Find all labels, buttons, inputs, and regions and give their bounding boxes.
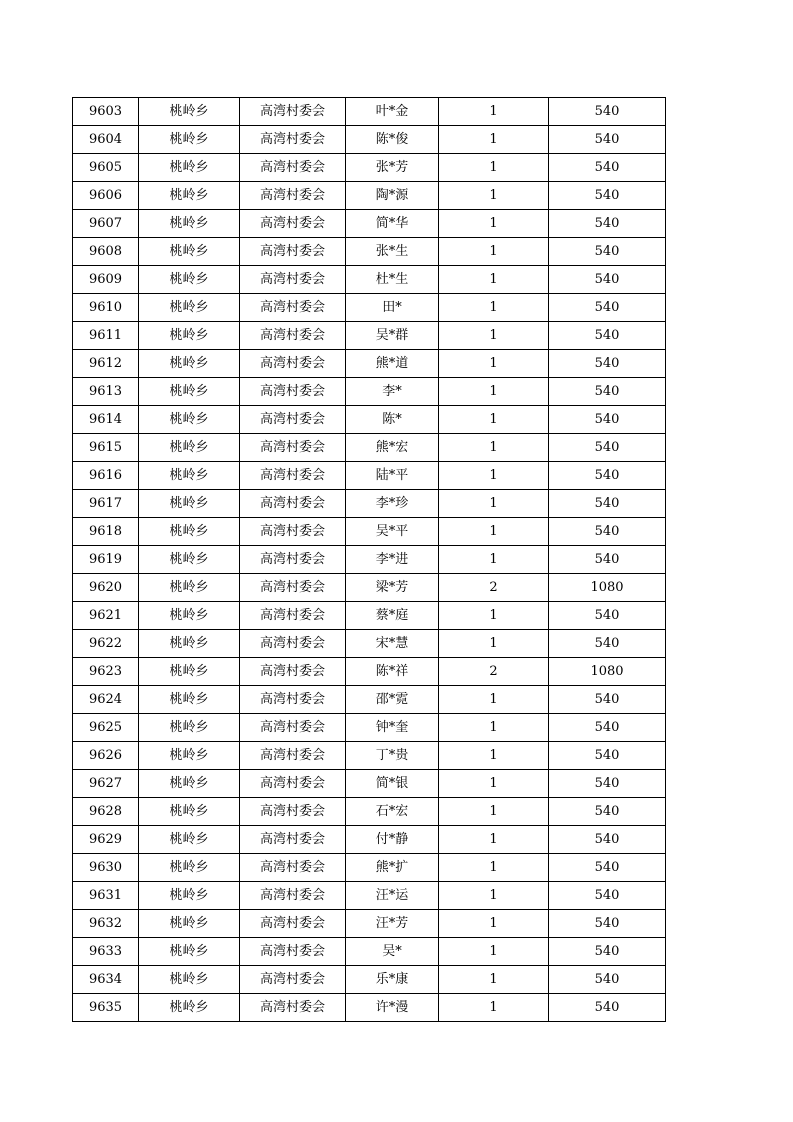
village-committee-cell: 高湾村委会 <box>240 602 346 630</box>
amount-cell: 540 <box>549 350 666 378</box>
table-row <box>73 154 666 182</box>
village-committee-cell: 高湾村委会 <box>240 518 346 546</box>
serial-number-cell: 9635 <box>73 994 139 1022</box>
serial-number-cell: 9603 <box>73 98 139 126</box>
amount-cell: 1080 <box>549 574 666 602</box>
serial-number-cell: 9613 <box>73 378 139 406</box>
table-row <box>73 658 666 686</box>
serial-number-cell: 9605 <box>73 154 139 182</box>
township-cell: 桃岭乡 <box>139 574 240 602</box>
amount-cell: 540 <box>549 434 666 462</box>
amount-cell: 540 <box>549 98 666 126</box>
table-body <box>73 98 666 1022</box>
township-cell: 桃岭乡 <box>139 770 240 798</box>
amount-cell: 540 <box>549 294 666 322</box>
person-name-cell: 简*华 <box>346 210 439 238</box>
village-committee-cell: 高湾村委会 <box>240 686 346 714</box>
person-name-cell: 付*静 <box>346 826 439 854</box>
table-row <box>73 378 666 406</box>
table-row <box>73 182 666 210</box>
amount-cell: 540 <box>549 182 666 210</box>
table-row <box>73 966 666 994</box>
person-name-cell: 李*珍 <box>346 490 439 518</box>
serial-number-cell: 9629 <box>73 826 139 854</box>
count-cell: 1 <box>439 266 549 294</box>
table-row <box>73 686 666 714</box>
amount-cell: 540 <box>549 826 666 854</box>
count-cell: 1 <box>439 98 549 126</box>
person-name-cell: 陈*祥 <box>346 658 439 686</box>
person-name-cell: 李*进 <box>346 546 439 574</box>
serial-number-cell: 9607 <box>73 210 139 238</box>
village-committee-cell: 高湾村委会 <box>240 322 346 350</box>
amount-cell: 540 <box>549 770 666 798</box>
person-name-cell: 简*银 <box>346 770 439 798</box>
count-cell: 1 <box>439 322 549 350</box>
person-name-cell: 熊*扩 <box>346 854 439 882</box>
person-name-cell: 梁*芳 <box>346 574 439 602</box>
person-name-cell: 陈*俊 <box>346 126 439 154</box>
village-committee-cell: 高湾村委会 <box>240 210 346 238</box>
township-cell: 桃岭乡 <box>139 882 240 910</box>
count-cell: 1 <box>439 154 549 182</box>
table-row <box>73 602 666 630</box>
count-cell: 1 <box>439 882 549 910</box>
township-cell: 桃岭乡 <box>139 742 240 770</box>
count-cell: 1 <box>439 742 549 770</box>
person-name-cell: 吴*群 <box>346 322 439 350</box>
village-committee-cell: 高湾村委会 <box>240 882 346 910</box>
township-cell: 桃岭乡 <box>139 826 240 854</box>
township-cell: 桃岭乡 <box>139 490 240 518</box>
table-row <box>73 742 666 770</box>
subsidy-list-table <box>72 97 666 1022</box>
person-name-cell: 汪*运 <box>346 882 439 910</box>
count-cell: 1 <box>439 770 549 798</box>
count-cell: 1 <box>439 938 549 966</box>
table-row <box>73 826 666 854</box>
person-name-cell: 陶*源 <box>346 182 439 210</box>
count-cell: 1 <box>439 546 549 574</box>
village-committee-cell: 高湾村委会 <box>240 546 346 574</box>
village-committee-cell: 高湾村委会 <box>240 182 346 210</box>
table-row <box>73 574 666 602</box>
amount-cell: 540 <box>549 462 666 490</box>
village-committee-cell: 高湾村委会 <box>240 490 346 518</box>
count-cell: 1 <box>439 490 549 518</box>
count-cell: 1 <box>439 518 549 546</box>
table-row <box>73 994 666 1022</box>
serial-number-cell: 9634 <box>73 966 139 994</box>
person-name-cell: 石*宏 <box>346 798 439 826</box>
count-cell: 1 <box>439 630 549 658</box>
count-cell: 1 <box>439 238 549 266</box>
township-cell: 桃岭乡 <box>139 98 240 126</box>
person-name-cell: 汪*芳 <box>346 910 439 938</box>
serial-number-cell: 9617 <box>73 490 139 518</box>
village-committee-cell: 高湾村委会 <box>240 462 346 490</box>
township-cell: 桃岭乡 <box>139 378 240 406</box>
table-row <box>73 882 666 910</box>
township-cell: 桃岭乡 <box>139 546 240 574</box>
township-cell: 桃岭乡 <box>139 266 240 294</box>
amount-cell: 540 <box>549 378 666 406</box>
table-row <box>73 770 666 798</box>
amount-cell: 540 <box>549 546 666 574</box>
township-cell: 桃岭乡 <box>139 910 240 938</box>
township-cell: 桃岭乡 <box>139 658 240 686</box>
serial-number-cell: 9632 <box>73 910 139 938</box>
count-cell: 1 <box>439 602 549 630</box>
amount-cell: 540 <box>549 322 666 350</box>
village-committee-cell: 高湾村委会 <box>240 126 346 154</box>
amount-cell: 540 <box>549 686 666 714</box>
serial-number-cell: 9611 <box>73 322 139 350</box>
township-cell: 桃岭乡 <box>139 798 240 826</box>
village-committee-cell: 高湾村委会 <box>240 938 346 966</box>
amount-cell: 540 <box>549 994 666 1022</box>
amount-cell: 540 <box>549 910 666 938</box>
village-committee-cell: 高湾村委会 <box>240 378 346 406</box>
count-cell: 1 <box>439 854 549 882</box>
table-row <box>73 518 666 546</box>
serial-number-cell: 9616 <box>73 462 139 490</box>
township-cell: 桃岭乡 <box>139 686 240 714</box>
person-name-cell: 乐*康 <box>346 966 439 994</box>
table-row <box>73 238 666 266</box>
serial-number-cell: 9610 <box>73 294 139 322</box>
table-row <box>73 350 666 378</box>
table-row <box>73 210 666 238</box>
township-cell: 桃岭乡 <box>139 126 240 154</box>
serial-number-cell: 9604 <box>73 126 139 154</box>
person-name-cell: 吴* <box>346 938 439 966</box>
person-name-cell: 吴*平 <box>346 518 439 546</box>
table-row <box>73 266 666 294</box>
table-row <box>73 406 666 434</box>
person-name-cell: 陈* <box>346 406 439 434</box>
village-committee-cell: 高湾村委会 <box>240 714 346 742</box>
table-row <box>73 462 666 490</box>
amount-cell: 540 <box>549 238 666 266</box>
person-name-cell: 张*生 <box>346 238 439 266</box>
serial-number-cell: 9618 <box>73 518 139 546</box>
amount-cell: 540 <box>549 602 666 630</box>
serial-number-cell: 9633 <box>73 938 139 966</box>
serial-number-cell: 9621 <box>73 602 139 630</box>
township-cell: 桃岭乡 <box>139 406 240 434</box>
amount-cell: 540 <box>549 938 666 966</box>
village-committee-cell: 高湾村委会 <box>240 630 346 658</box>
amount-cell: 540 <box>549 266 666 294</box>
person-name-cell: 张*芳 <box>346 154 439 182</box>
township-cell: 桃岭乡 <box>139 714 240 742</box>
serial-number-cell: 9630 <box>73 854 139 882</box>
village-committee-cell: 高湾村委会 <box>240 238 346 266</box>
amount-cell: 1080 <box>549 658 666 686</box>
amount-cell: 540 <box>549 126 666 154</box>
count-cell: 1 <box>439 378 549 406</box>
serial-number-cell: 9624 <box>73 686 139 714</box>
serial-number-cell: 9606 <box>73 182 139 210</box>
table-row <box>73 434 666 462</box>
count-cell: 1 <box>439 798 549 826</box>
serial-number-cell: 9612 <box>73 350 139 378</box>
person-name-cell: 田* <box>346 294 439 322</box>
person-name-cell: 杜*生 <box>346 266 439 294</box>
serial-number-cell: 9622 <box>73 630 139 658</box>
serial-number-cell: 9631 <box>73 882 139 910</box>
township-cell: 桃岭乡 <box>139 994 240 1022</box>
township-cell: 桃岭乡 <box>139 182 240 210</box>
village-committee-cell: 高湾村委会 <box>240 154 346 182</box>
table-row <box>73 938 666 966</box>
count-cell: 1 <box>439 966 549 994</box>
village-committee-cell: 高湾村委会 <box>240 854 346 882</box>
township-cell: 桃岭乡 <box>139 434 240 462</box>
village-committee-cell: 高湾村委会 <box>240 994 346 1022</box>
amount-cell: 540 <box>549 406 666 434</box>
village-committee-cell: 高湾村委会 <box>240 266 346 294</box>
village-committee-cell: 高湾村委会 <box>240 350 346 378</box>
table-row <box>73 490 666 518</box>
table-row <box>73 630 666 658</box>
table-row <box>73 714 666 742</box>
serial-number-cell: 9627 <box>73 770 139 798</box>
person-name-cell: 钟*奎 <box>346 714 439 742</box>
person-name-cell: 陆*平 <box>346 462 439 490</box>
serial-number-cell: 9614 <box>73 406 139 434</box>
count-cell: 1 <box>439 210 549 238</box>
village-committee-cell: 高湾村委会 <box>240 770 346 798</box>
village-committee-cell: 高湾村委会 <box>240 966 346 994</box>
table-row <box>73 322 666 350</box>
table-row <box>73 854 666 882</box>
serial-number-cell: 9620 <box>73 574 139 602</box>
person-name-cell: 李* <box>346 378 439 406</box>
amount-cell: 540 <box>549 490 666 518</box>
serial-number-cell: 9626 <box>73 742 139 770</box>
village-committee-cell: 高湾村委会 <box>240 658 346 686</box>
person-name-cell: 熊*道 <box>346 350 439 378</box>
village-committee-cell: 高湾村委会 <box>240 294 346 322</box>
count-cell: 1 <box>439 826 549 854</box>
person-name-cell: 丁*贵 <box>346 742 439 770</box>
amount-cell: 540 <box>549 742 666 770</box>
count-cell: 1 <box>439 686 549 714</box>
count-cell: 2 <box>439 658 549 686</box>
table-row <box>73 546 666 574</box>
table-row <box>73 910 666 938</box>
person-name-cell: 宋*慧 <box>346 630 439 658</box>
serial-number-cell: 9615 <box>73 434 139 462</box>
township-cell: 桃岭乡 <box>139 938 240 966</box>
amount-cell: 540 <box>549 882 666 910</box>
serial-number-cell: 9628 <box>73 798 139 826</box>
amount-cell: 540 <box>549 966 666 994</box>
table-row <box>73 798 666 826</box>
amount-cell: 540 <box>549 630 666 658</box>
township-cell: 桃岭乡 <box>139 322 240 350</box>
amount-cell: 540 <box>549 154 666 182</box>
count-cell: 1 <box>439 462 549 490</box>
serial-number-cell: 9609 <box>73 266 139 294</box>
count-cell: 1 <box>439 434 549 462</box>
count-cell: 1 <box>439 182 549 210</box>
township-cell: 桃岭乡 <box>139 518 240 546</box>
amount-cell: 540 <box>549 210 666 238</box>
village-committee-cell: 高湾村委会 <box>240 406 346 434</box>
count-cell: 2 <box>439 574 549 602</box>
person-name-cell: 蔡*庭 <box>346 602 439 630</box>
township-cell: 桃岭乡 <box>139 966 240 994</box>
township-cell: 桃岭乡 <box>139 210 240 238</box>
township-cell: 桃岭乡 <box>139 462 240 490</box>
village-committee-cell: 高湾村委会 <box>240 434 346 462</box>
township-cell: 桃岭乡 <box>139 238 240 266</box>
township-cell: 桃岭乡 <box>139 602 240 630</box>
person-name-cell: 熊*宏 <box>346 434 439 462</box>
table-row <box>73 98 666 126</box>
count-cell: 1 <box>439 910 549 938</box>
village-committee-cell: 高湾村委会 <box>240 98 346 126</box>
township-cell: 桃岭乡 <box>139 294 240 322</box>
count-cell: 1 <box>439 406 549 434</box>
person-name-cell: 叶*金 <box>346 98 439 126</box>
serial-number-cell: 9608 <box>73 238 139 266</box>
amount-cell: 540 <box>549 518 666 546</box>
serial-number-cell: 9623 <box>73 658 139 686</box>
amount-cell: 540 <box>549 854 666 882</box>
amount-cell: 540 <box>549 714 666 742</box>
township-cell: 桃岭乡 <box>139 154 240 182</box>
serial-number-cell: 9619 <box>73 546 139 574</box>
village-committee-cell: 高湾村委会 <box>240 826 346 854</box>
township-cell: 桃岭乡 <box>139 350 240 378</box>
village-committee-cell: 高湾村委会 <box>240 910 346 938</box>
township-cell: 桃岭乡 <box>139 630 240 658</box>
township-cell: 桃岭乡 <box>139 854 240 882</box>
count-cell: 1 <box>439 126 549 154</box>
village-committee-cell: 高湾村委会 <box>240 742 346 770</box>
count-cell: 1 <box>439 714 549 742</box>
table-row <box>73 294 666 322</box>
person-name-cell: 邵*霓 <box>346 686 439 714</box>
person-name-cell: 许*漫 <box>346 994 439 1022</box>
village-committee-cell: 高湾村委会 <box>240 574 346 602</box>
amount-cell: 540 <box>549 798 666 826</box>
village-committee-cell: 高湾村委会 <box>240 798 346 826</box>
count-cell: 1 <box>439 994 549 1022</box>
serial-number-cell: 9625 <box>73 714 139 742</box>
table-row <box>73 126 666 154</box>
count-cell: 1 <box>439 294 549 322</box>
count-cell: 1 <box>439 350 549 378</box>
